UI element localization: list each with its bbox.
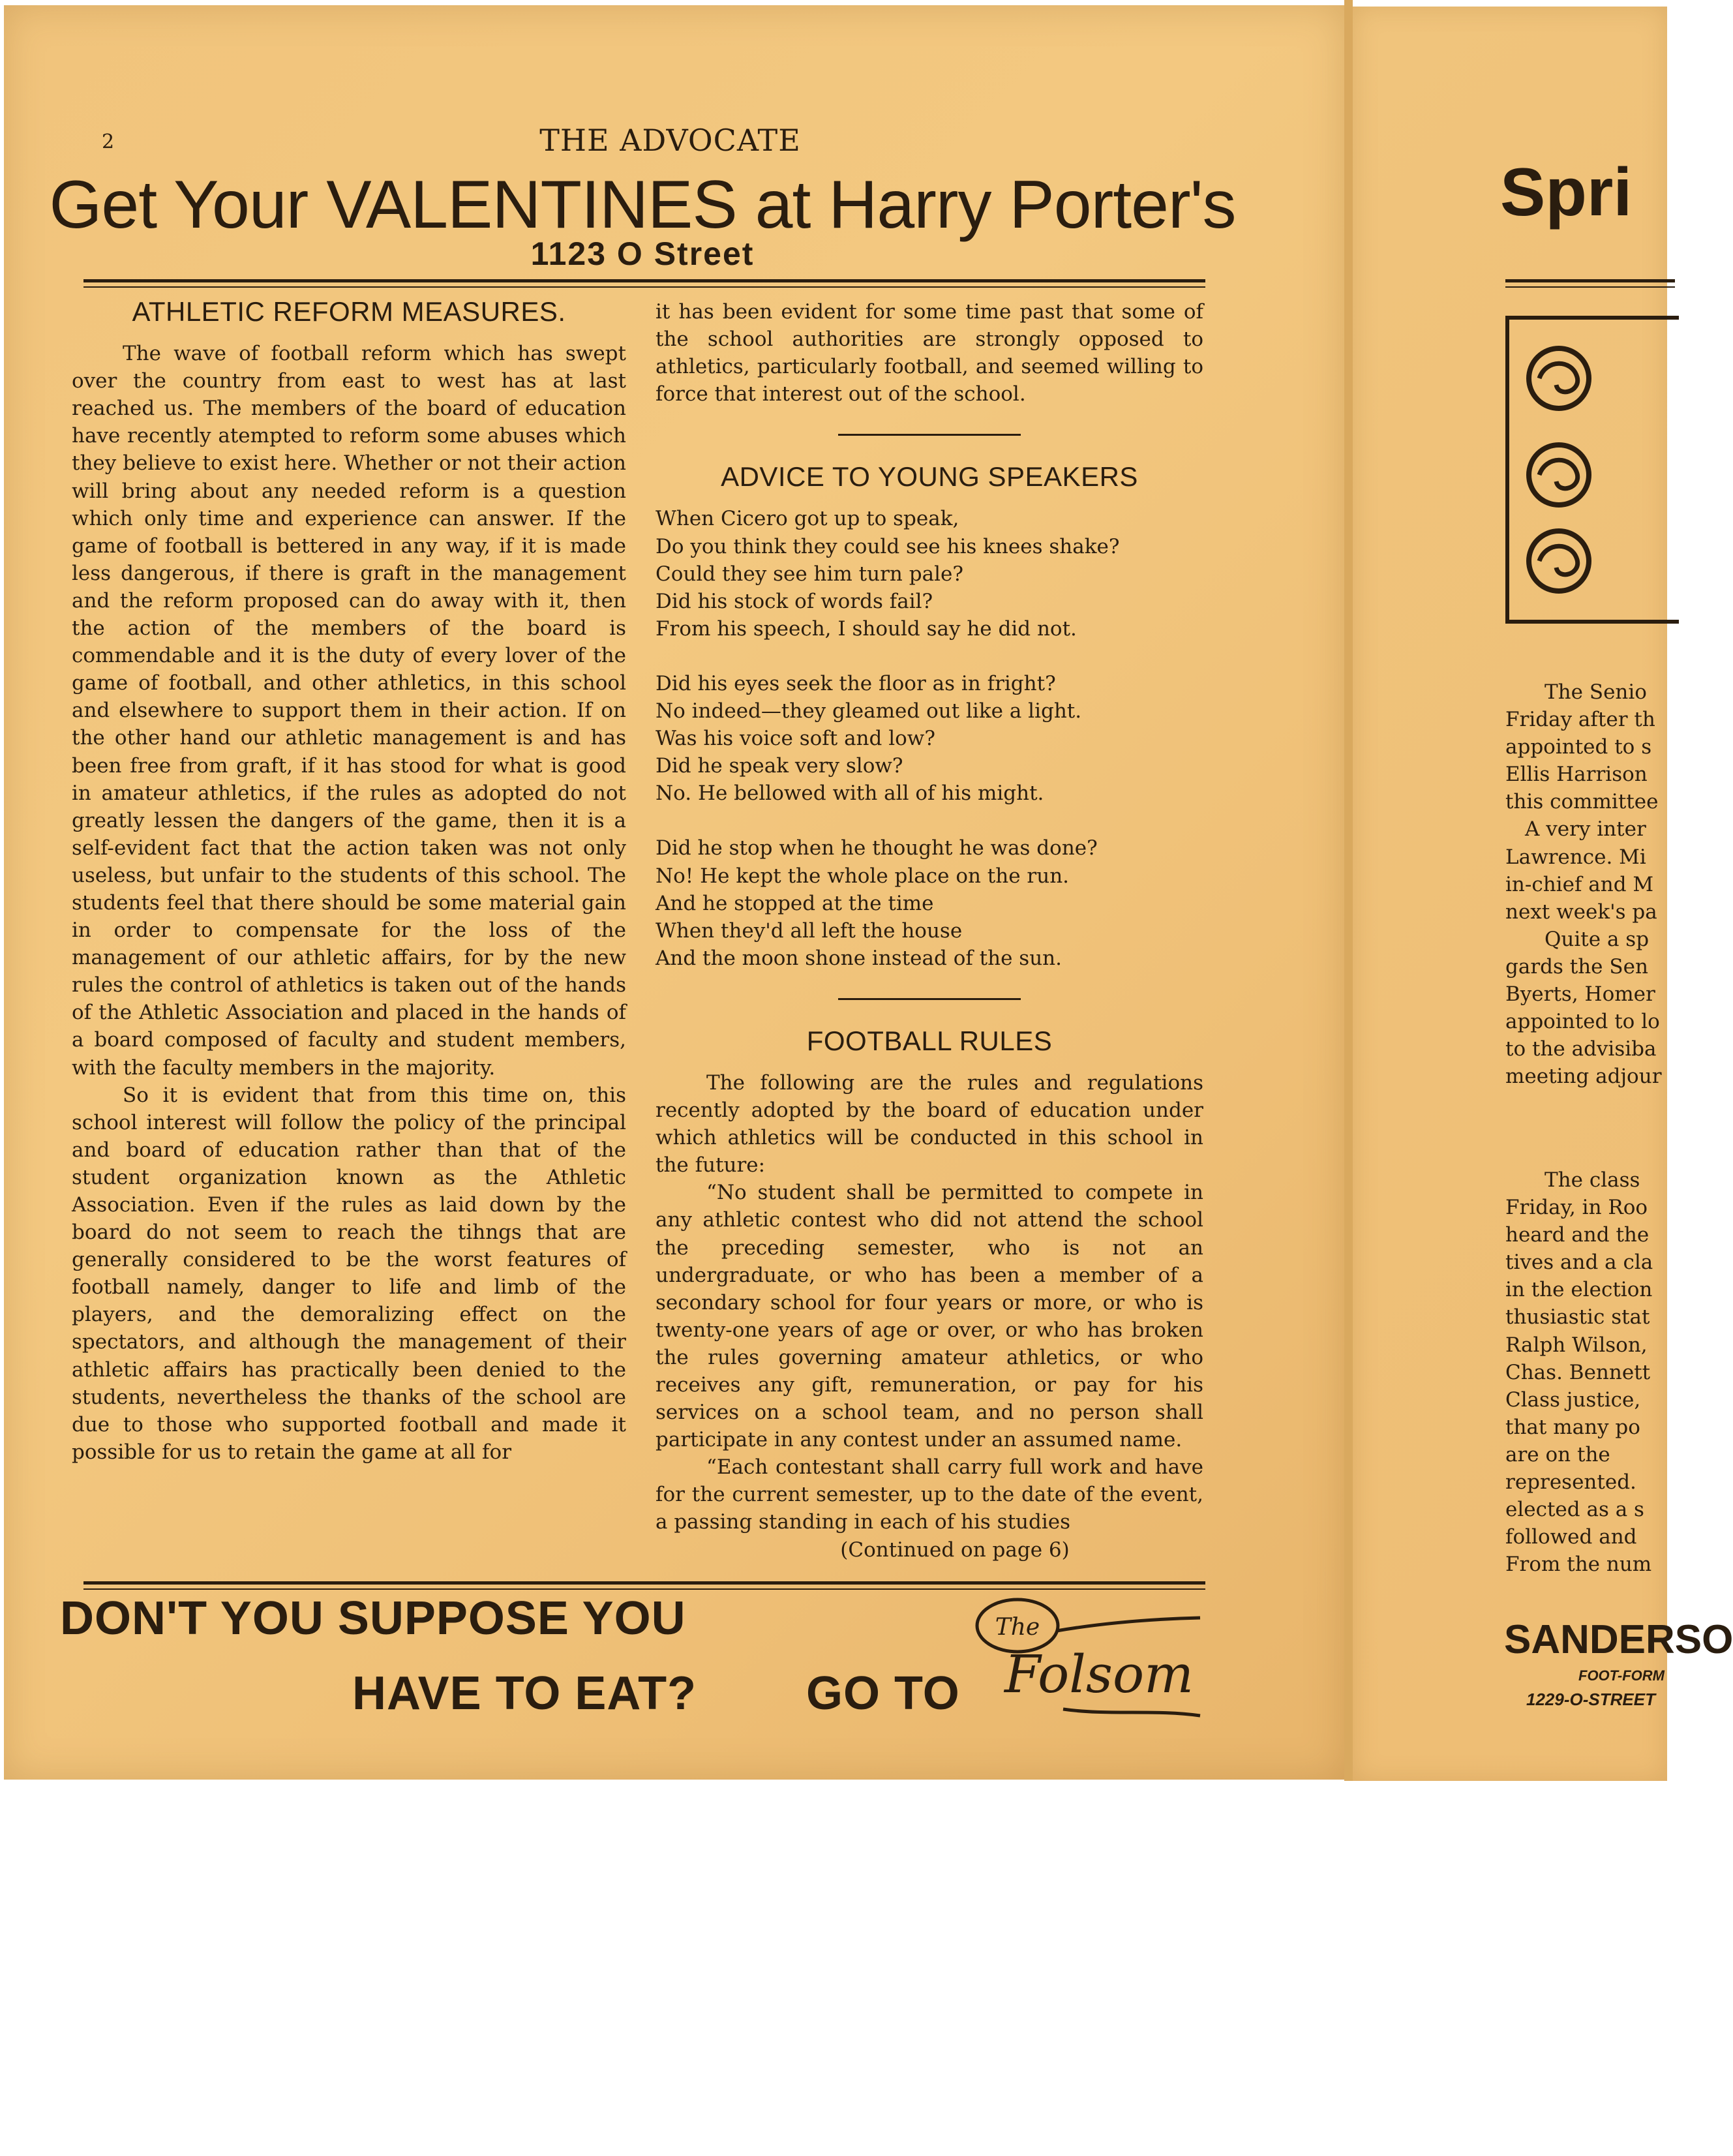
right-page-rule-thick (1505, 279, 1675, 282)
right-page-line: A very inter (1525, 817, 1646, 842)
right-page-line: Ralph Wilson, (1505, 1333, 1648, 1357)
right-page-line: thusiastic stat (1505, 1305, 1650, 1329)
page-gutter (1344, 0, 1353, 1781)
section-divider (838, 998, 1021, 1000)
rules-paragraph-1: The following are the rules and regulations recently adopted by the board of education under which athletics will be conducted in this school in the future: (656, 1070, 1203, 1177)
banner-address: 1123 O Street (530, 235, 755, 272)
right-page-line: are on the (1505, 1442, 1610, 1466)
poem-line: Did he stop when he thought he was done? (656, 836, 1098, 860)
right-page-line: in the election (1505, 1278, 1653, 1302)
right-page-line: in-chief and M (1505, 872, 1654, 896)
section-divider (838, 434, 1021, 436)
article-heading: ATHLETIC REFORM MEASURES. (132, 296, 566, 327)
folsom-logo-the: The (995, 1614, 1040, 1641)
poem-line: No indeed—they gleamed out like a light. (656, 699, 1082, 723)
rules-heading: FOOTBALL RULES (806, 1025, 1053, 1056)
right-page-column-2 (1505, 1166, 1675, 1578)
poem-heading: ADVICE TO YOUNG SPEAKERS (721, 461, 1138, 493)
right-page-line: Lawrence. Mi (1505, 845, 1646, 869)
bottom-ad-line-3: GO TO (806, 1667, 960, 1720)
banner-ad: Get Your VALENTINES at Harry Porter's (49, 167, 1236, 243)
poem-line: Did his eyes seek the floor as in fright? (656, 671, 1056, 695)
rules-paragraph-3: “Each contestant shall carry full work and have for the current semester, up to the date of the event, a passing standing in each of his studies (656, 1455, 1203, 1534)
poem-line: When they'd all left the house (656, 919, 963, 943)
ornament-icon (1520, 339, 1598, 418)
poem-line: And he stopped at the time (656, 891, 934, 915)
header-rule-thin (83, 286, 1205, 288)
right-page-column-1 (1505, 678, 1675, 1090)
poem-line: No. He bellowed with all of his might. (656, 782, 1044, 806)
right-page-line: The class (1545, 1168, 1640, 1192)
right-page-line: The Senio (1545, 680, 1647, 704)
right-page-line: Friday, in Roo (1505, 1196, 1648, 1220)
poem-line: No! He kept the whole place on the run. (656, 864, 1070, 888)
right-page-line: Byerts, Homer (1505, 982, 1655, 1007)
poem-line: When Cicero got up to speak, (656, 507, 959, 531)
right-page-ad-tag: FOOT-FORM (1578, 1667, 1665, 1684)
page-number: 2 (102, 130, 115, 153)
right-page-line: Quite a sp (1545, 927, 1650, 951)
right-page-line: that many po (1505, 1415, 1640, 1439)
poem-line: Did he speak very slow? (656, 754, 903, 778)
right-page-title: Spri (1500, 155, 1633, 230)
right-page-line: represented. (1505, 1470, 1636, 1495)
bottom-ad-line-1: DON'T YOU SUPPOSE YOU (60, 1592, 686, 1645)
right-page-line: to the advisiba (1505, 1037, 1657, 1061)
continued-note: (Continued on page 6) (840, 1538, 1070, 1562)
right-page-ad-address: 1229-O-STREET (1526, 1690, 1655, 1709)
bottom-ad-line-2: HAVE TO EAT? (352, 1667, 697, 1720)
poem-line: Did his stock of words fail? (656, 589, 933, 613)
right-page-line: Friday after th (1505, 708, 1655, 732)
poem-line: Could they see him turn pale? (656, 562, 963, 586)
article-paragraph-1: The wave of football reform which has swept over the country from east to west has at last reached us. The members of the board of education have recently atempted to reform some abuses which they believe to exist here. Whether or not their action will bring about any needed reform is a question which only time and experience can answer. If the game of football is bettered in any way, if it is made less dangerous, if there is graft in the management and the reform proposed can do away with it, then the action of the members of the board is commendable and it is the duty of every lover of the game of football, and other athletics, in this school and elsewhere to support them in their action. If on the other hand our athletic management is and has been free from graft, if it has stood for what is good in amateur athletics, if the rules as adopted do not greatly lessen the dangers of the game, then it is a self-evident fact that the action taken was not only useless, but unfair to the students of this school. The students feel that there should be some material gain in order to compensate for the loss of the management of our athletic affairs, for by the new rules the control of athletics is taken out of the hands of the Athletic Association and placed in the hands of a board composed of faculty and student members, with the faculty members in the majority. (72, 342, 626, 1080)
ornament-icon (1520, 436, 1598, 514)
article-paragraph-2: So it is evident that from this time on, this school interest will follow the policy of the principal and board of education rather than that of the student organization known as the Athletic Association. Even if the rules as laid down by the board do not seem to reach the tihngs that are generally considered to be the worst features of football namely, danger to life and limb of the players, and the demoralizing effect on the spectators, and although the management of their athletic affairs has practically been denied to the students, nevertheless the thanks of the school are due to those who supported football and made it possible for us to retain the game at all for (72, 1083, 626, 1464)
poem-stanza-1 (656, 505, 1203, 642)
masthead: THE ADVOCATE (539, 123, 801, 158)
right-page-rule-thin (1505, 286, 1675, 288)
right-page-line: tives and a cla (1505, 1251, 1653, 1275)
right-page-line: meeting adjour (1505, 1065, 1662, 1089)
right-page-ad-name: SANDERSO (1504, 1617, 1733, 1662)
poem-stanza-3 (656, 834, 1203, 971)
left-column (72, 298, 626, 1466)
right-page-line: Class justice, (1505, 1388, 1641, 1412)
poem-line: Was his voice soft and low? (656, 727, 935, 751)
rules-paragraph-2: “No student shall be permitted to compete in any athletic contest who did not attend the school the preceding semester, who is not an undergraduate, or who has been a member of a secondary school for four years or more, or who is twenty-one years of age or over, or who has broken the rules governing amateur athletics, or who receives any gift, remuneration, or pay for his services on a school team, and no person shall participate in any contest under an assumed name. (656, 1181, 1203, 1452)
right-page-line: followed and (1505, 1525, 1637, 1549)
right-page-line: next week's pa (1505, 900, 1657, 924)
folsom-logo-name: Folsom (1004, 1644, 1194, 1705)
right-page-line: From the num (1505, 1553, 1652, 1577)
poem (656, 505, 1203, 971)
poem-line: Do you think they could see his knees shake? (656, 534, 1120, 558)
right-page-line: Chas. Bennett (1505, 1360, 1651, 1384)
right-column (656, 298, 1203, 1564)
poem-line: From his speech, I should say he did not. (656, 616, 1077, 641)
header-rule-thick (83, 279, 1205, 282)
right-page-line: gards the Sen (1505, 954, 1648, 979)
right-page-line: this committee (1505, 790, 1659, 814)
right-page-line: elected as a s (1505, 1498, 1644, 1522)
right-page-line: heard and the (1505, 1223, 1650, 1247)
right-page-line: Ellis Harrison (1505, 763, 1648, 787)
right-page-line: appointed to s (1505, 735, 1652, 759)
footer-rule-thick (83, 1581, 1205, 1585)
ornament-icon (1520, 522, 1598, 600)
right-page-line: appointed to lo (1505, 1010, 1660, 1034)
poem-stanza-2 (656, 670, 1203, 807)
poem-line: And the moon shone instead of the sun. (656, 946, 1062, 970)
article-paragraph-3: it has been evident for some time past that some of the school authorities are strongly opposed to athletics, particularly football, and seemed willing to force that interest out of the school. (656, 300, 1203, 406)
